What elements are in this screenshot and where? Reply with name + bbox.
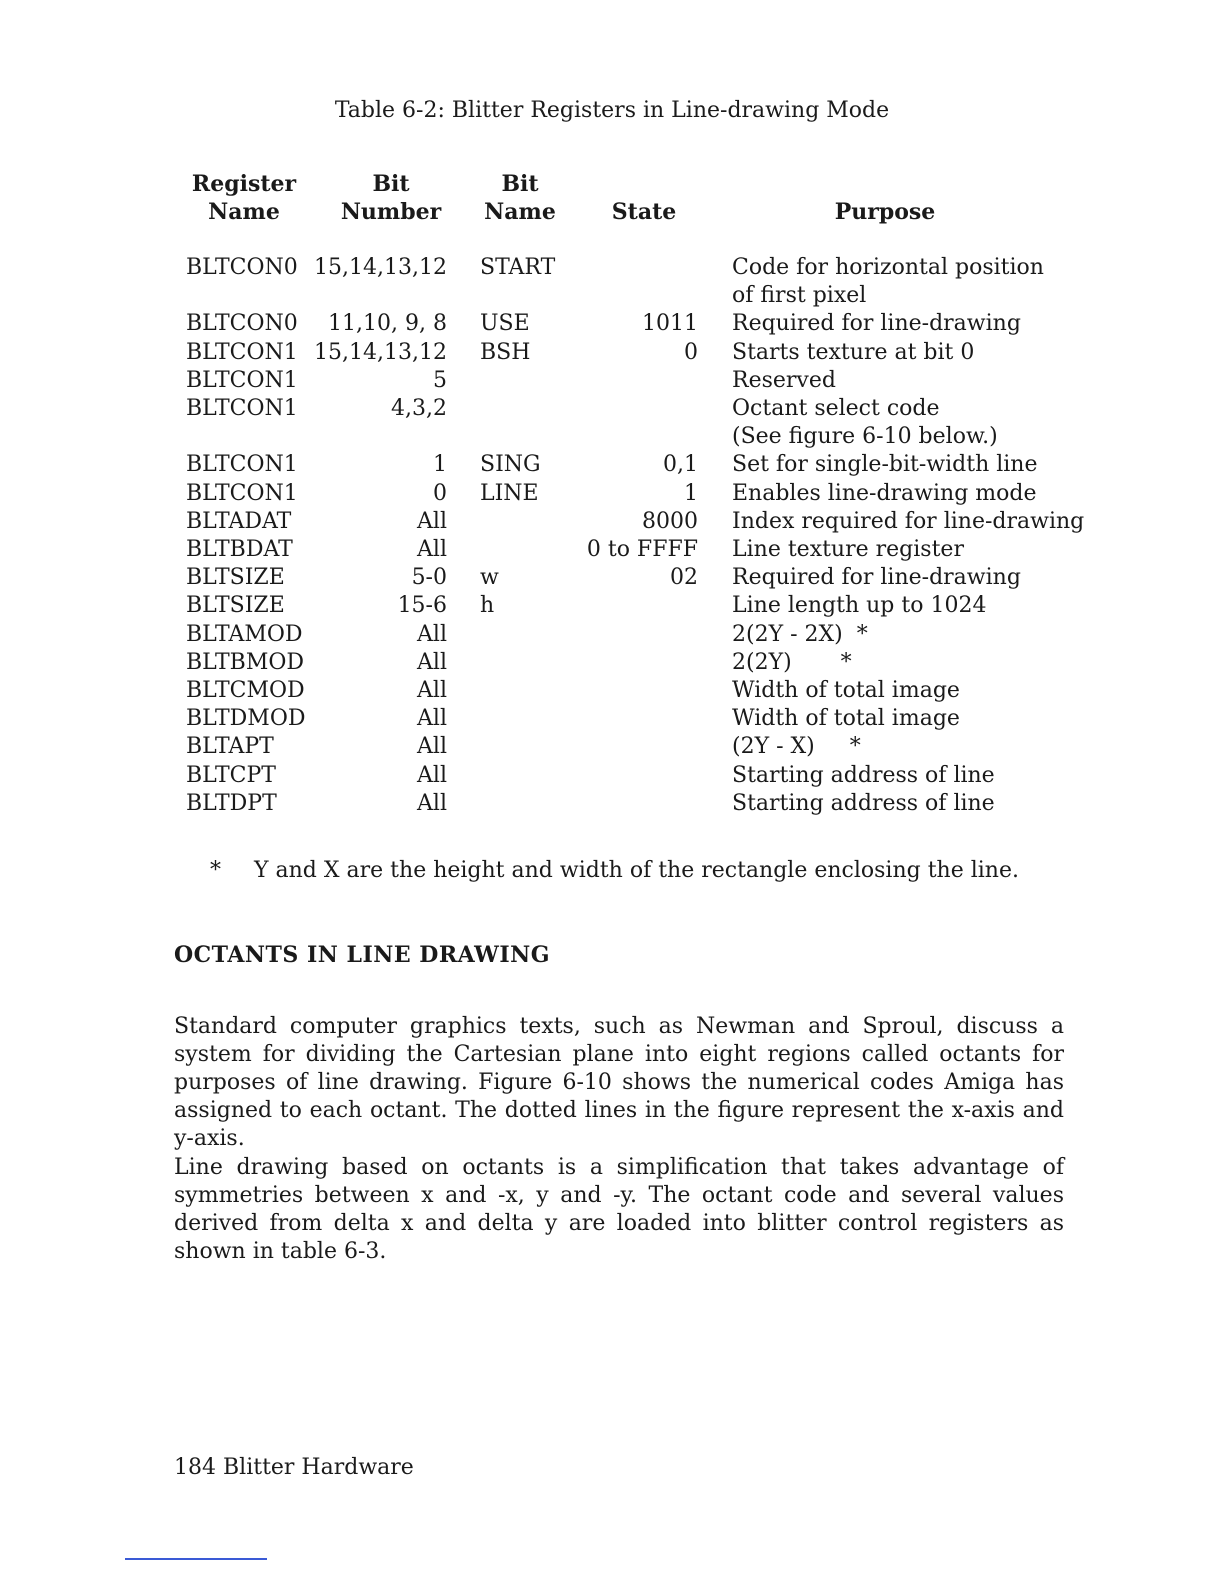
cell-bit-name: SING bbox=[480, 452, 541, 478]
cell-state: 1 bbox=[684, 480, 698, 506]
cell-bit-number: 15-6 bbox=[397, 593, 447, 619]
table-row bbox=[0, 339, 1224, 367]
scan-edge-line bbox=[125, 1558, 267, 1560]
footnote-text: Y and X are the height and width of the rectangle enclosing the line. bbox=[254, 858, 1019, 883]
cell-purpose: Required for line-drawing bbox=[732, 311, 1021, 337]
cell-purpose: Starting address of line bbox=[732, 762, 995, 788]
cell-bit-name: LINE bbox=[480, 480, 539, 506]
cell-bit-name: w bbox=[480, 565, 499, 591]
table-row bbox=[0, 705, 1224, 733]
table-row bbox=[0, 254, 1224, 282]
cell-state: 0 to FFFF bbox=[586, 537, 698, 562]
header-bit-name-line2: Name bbox=[484, 199, 556, 225]
cell-bit-number: All bbox=[417, 678, 447, 703]
cell-state: 1011 bbox=[642, 311, 698, 337]
table-row bbox=[0, 480, 1224, 508]
cell-register: BLTAPT bbox=[186, 734, 274, 760]
cell-purpose: Line length up to 1024 bbox=[732, 593, 987, 619]
cell-bit-number: All bbox=[417, 621, 447, 647]
cell-bit-number: All bbox=[417, 649, 447, 675]
cell-register: BLTCON0 bbox=[186, 255, 298, 280]
table-row bbox=[0, 508, 1224, 536]
table-row bbox=[0, 282, 1224, 310]
cell-purpose: (See figure 6-10 below.) bbox=[732, 424, 998, 450]
cell-bit-number: 5 bbox=[433, 367, 447, 393]
cell-bit-number: All bbox=[417, 734, 447, 760]
cell-bit-number: 1 bbox=[433, 452, 447, 478]
table-caption: Table 6-2: Blitter Registers in Line-drawing Mode bbox=[334, 98, 890, 123]
footnote-mark: * bbox=[210, 858, 221, 883]
cell-state: 8000 bbox=[642, 508, 698, 534]
table-row bbox=[0, 790, 1224, 818]
cell-state: 02 bbox=[670, 565, 698, 591]
table-row bbox=[0, 536, 1224, 564]
cell-purpose: Starts texture at bit 0 bbox=[732, 339, 975, 365]
cell-bit-name: START bbox=[480, 255, 556, 280]
cell-purpose: Reserved bbox=[732, 367, 836, 393]
cell-register: BLTCON1 bbox=[186, 480, 298, 506]
cell-purpose: Width of total image bbox=[732, 678, 960, 703]
cell-bit-number: All bbox=[417, 537, 447, 562]
cell-purpose: Enables line-drawing mode bbox=[732, 480, 1037, 506]
cell-register: BLTAMOD bbox=[186, 621, 303, 647]
cell-register: BLTCON0 bbox=[186, 311, 298, 337]
table-row bbox=[0, 564, 1224, 592]
table-row bbox=[0, 649, 1224, 677]
header-bit-name-line1: Bit bbox=[501, 171, 539, 197]
header-bit-number bbox=[336, 170, 446, 226]
section-title: OCTANTS IN LINE DRAWING bbox=[174, 942, 551, 968]
table-row bbox=[0, 423, 1224, 451]
page-footer: 184 Blitter Hardware bbox=[174, 1455, 414, 1480]
table-row bbox=[0, 310, 1224, 338]
cell-register: BLTCON1 bbox=[186, 396, 298, 421]
cell-register: BLTDMOD bbox=[186, 706, 306, 732]
cell-purpose: Width of total image bbox=[732, 706, 960, 732]
cell-bit-name: USE bbox=[480, 311, 530, 337]
cell-register: BLTCON1 bbox=[186, 367, 298, 393]
footnote bbox=[210, 858, 1019, 883]
cell-bit-number: All bbox=[417, 706, 447, 732]
cell-purpose: of first pixel bbox=[732, 283, 867, 309]
table-row bbox=[0, 592, 1224, 620]
cell-bit-number: All bbox=[417, 790, 447, 816]
cell-bit-name: BSH bbox=[480, 339, 531, 365]
cell-bit-number: All bbox=[417, 762, 447, 788]
cell-purpose: Line texture register bbox=[732, 537, 964, 562]
table-row bbox=[0, 677, 1224, 705]
table-row bbox=[0, 762, 1224, 790]
cell-bit-number: 11,10, 9, 8 bbox=[328, 311, 447, 337]
cell-state: 0 bbox=[684, 339, 698, 365]
table-row bbox=[0, 733, 1224, 761]
cell-register: BLTSIZE bbox=[186, 565, 285, 591]
cell-purpose: Code for horizontal position bbox=[732, 255, 1044, 280]
table-row bbox=[0, 451, 1224, 479]
header-bit-name bbox=[480, 170, 560, 226]
cell-purpose: Starting address of line bbox=[732, 790, 995, 816]
header-purpose: Purpose bbox=[834, 199, 936, 225]
cell-register: BLTSIZE bbox=[186, 593, 285, 619]
cell-bit-number: 15,14,13,12 bbox=[314, 255, 447, 280]
cell-register: BLTCMOD bbox=[186, 678, 305, 703]
table-row bbox=[0, 367, 1224, 395]
header-register-line1: Register bbox=[191, 171, 297, 197]
cell-register: BLTDPT bbox=[186, 790, 277, 816]
table-row bbox=[0, 395, 1224, 423]
cell-purpose: 2(2Y - 2X) * bbox=[732, 621, 868, 647]
cell-register: BLTCON1 bbox=[186, 339, 298, 365]
paragraph-1: Standard computer graphics texts, such as Newman and Sproul, discuss a system for dividing the Cartesian plane into eight regions called octants for purposes of line drawing. Figure 6-10 shows the numerical codes Amiga has assigned to each octant. The dotted lines in the figure represent the x-axis and y-axis. bbox=[174, 1014, 1064, 1151]
cell-purpose: Required for line-drawing bbox=[732, 565, 1021, 591]
cell-bit-number: 4,3,2 bbox=[391, 396, 447, 421]
cell-register: BLTBMOD bbox=[186, 649, 305, 675]
paragraph-2: Line drawing based on octants is a simplification that takes advantage of symmetries between x and -x, y and -y. The octant code and several values derived from delta x and delta y are loaded into blitter control registers as shown in table 6-3. bbox=[174, 1155, 1064, 1264]
cell-bit-number: All bbox=[417, 508, 447, 534]
cell-bit-number: 5-0 bbox=[411, 565, 447, 591]
cell-register: BLTCON1 bbox=[186, 452, 298, 478]
cell-bit-number: 15,14,13,12 bbox=[314, 339, 447, 365]
cell-register: BLTCPT bbox=[186, 762, 276, 788]
cell-register: BLTBDAT bbox=[186, 537, 293, 562]
cell-purpose: Set for single-bit-width line bbox=[732, 452, 1038, 478]
header-bit-number-line1: Bit bbox=[372, 171, 410, 197]
cell-purpose: Index required for line-drawing bbox=[732, 508, 1085, 534]
cell-purpose: (2Y - X) * bbox=[732, 734, 861, 760]
cell-bit-name: h bbox=[480, 593, 495, 619]
cell-state: 0,1 bbox=[663, 452, 698, 478]
cell-purpose: 2(2Y) * bbox=[732, 649, 852, 675]
header-bit-number-line2: Number bbox=[340, 199, 442, 225]
header-state: State bbox=[611, 199, 677, 225]
header-register-name bbox=[186, 170, 302, 226]
header-register-line2: Name bbox=[208, 199, 280, 225]
cell-register: BLTADAT bbox=[186, 508, 292, 534]
table-row bbox=[0, 621, 1224, 649]
cell-purpose: Octant select code bbox=[732, 396, 940, 421]
cell-bit-number: 0 bbox=[433, 480, 447, 506]
